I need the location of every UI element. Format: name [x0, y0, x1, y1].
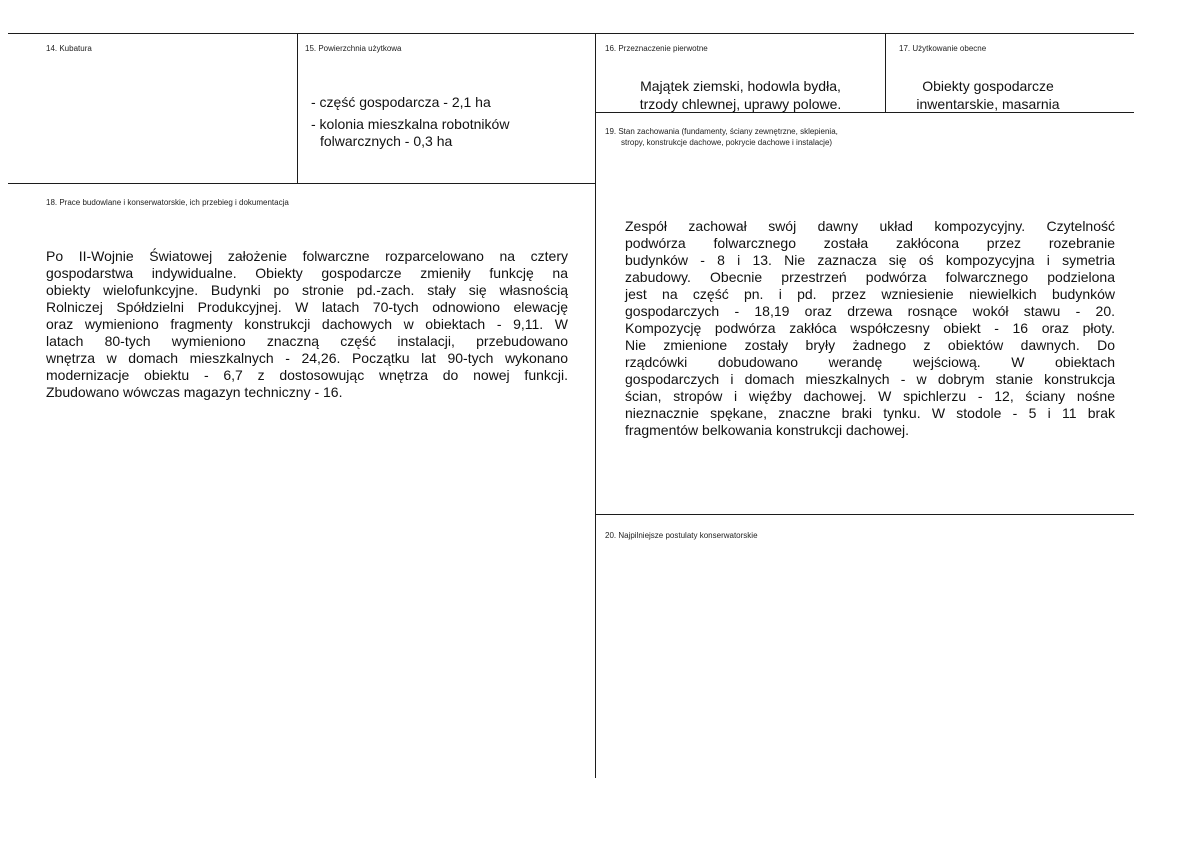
divider-16-17 — [885, 33, 886, 113]
field-19-text-line: Kompozycję podwórza zakłóca współczesny obiekt - 16 oraz płoty. — [625, 320, 1115, 336]
field-16-line-2: trzody chlewnej, uprawy polowe. — [639, 96, 842, 112]
field-19-text-line: budynków - 8 i 13. Nie zaznacza się oś kompozycyjna i symetria — [625, 252, 1115, 268]
field-18-text-line: oraz wymieniono fragmenty konstrukcji dachowych w obiektach - 9,11. W — [46, 316, 568, 332]
divider-14-15 — [297, 33, 298, 183]
field-18-text-line: Po II-Wojnie Światowej założenie folwarczne rozparcelowano na cztery — [46, 248, 568, 264]
field-19-text-line: fragmentów belkowania konstrukcji dachowej. — [625, 422, 910, 438]
field-18-text-line: obiekty wielofunkcyjne. Budynki po stronie pd.-zach. stały się własnością — [46, 282, 568, 298]
rule-under-16-17 — [596, 112, 1134, 113]
field-19-text-line: ścian, stropów i więźby dachowej. W spichlerzu - 12, ściany nośne — [625, 388, 1115, 404]
field-15-label: 15. Powierzchnia użytkowa — [305, 44, 402, 53]
field-19-text-line: Nie zmienione zostały bryły żadnego z obiektów dawnych. Do — [625, 337, 1115, 353]
field-17-line-2: inwentarskie, masarnia — [916, 96, 1060, 112]
rule-left-section-18 — [8, 183, 596, 184]
field-18-text-line: Rolniczej Spółdzielni Produkcyjnej. W latach 70-tych odnowiono elewację — [46, 299, 568, 315]
field-19-text-line: nieznacznie spękane, znaczne braki tynku. W stodole - 5 i 11 brak — [625, 405, 1115, 421]
field-19-text — [625, 218, 1115, 439]
rule-above-20 — [596, 514, 1134, 515]
field-19-text-line: rządcówki dobudowano werandę wejściową. W obiektach — [625, 354, 1115, 370]
field-19-text-line: zabudowy. Obecnie przestrzeń podwórza folwarcznego podzielona — [625, 269, 1115, 285]
field-18-text-line: modernizacje obiektu - 6,7 z dostosowując wnętrza do nowej funkcji. — [46, 367, 568, 383]
field-15-item-2-line-2: folwarcznych - 0,3 ha — [320, 133, 453, 149]
field-14-label: 14. Kubatura — [46, 44, 92, 53]
field-20-label: 20. Najpilniejsze postulaty konserwatorskie — [605, 531, 758, 540]
field-15-item-1: - część gospodarcza - 2,1 ha — [311, 94, 491, 110]
field-16-label: 16. Przeznaczenie pierwotne — [605, 44, 708, 53]
field-18-text-line: latach 80-tych wymieniono znaczną część instalacji, przebudowano — [46, 333, 568, 349]
top-rule — [8, 33, 1134, 34]
center-divider — [595, 33, 596, 778]
field-18-text-line: wnętrza w domach mieszkalnych - 24,26. Początku lat 90-tych wykonano — [46, 350, 568, 366]
field-19-text-line: gospodarczych - 18,19 oraz drzewa rosnące wokół stawu - 20. — [625, 303, 1115, 319]
field-16-line-1: Majątek ziemski, hodowla bydła, — [640, 78, 841, 94]
field-19-text-line: Zespół zachował swój dawny układ kompozycyjny. Czytelność — [625, 218, 1115, 234]
field-19-text-line: jest na część pn. i pd. przez wzniesienie niewielkich budynków — [625, 286, 1115, 302]
field-19-text-line: podwórza folwarcznego została zakłócona przez rozebranie — [625, 235, 1115, 251]
field-18-text — [46, 248, 568, 401]
field-17-label: 17. Użytkowanie obecne — [899, 44, 987, 53]
field-18-label: 18. Prace budowlane i konserwatorskie, ich przebieg i dokumentacja — [46, 198, 289, 207]
field-19-label-line-2: stropy, konstrukcje dachowe, pokrycie dachowe i instalacje) — [621, 138, 833, 147]
field-18-text-line: gospodarstwa indywidualne. Obiekty gospodarcze zmieniły funkcję na — [46, 265, 568, 281]
field-19-label-line-1: 19. Stan zachowania (fundamenty, ściany zewnętrzne, sklepienia, — [605, 127, 838, 136]
field-19-text-line: gospodarczych i domach mieszkalnych - w dobrym stanie konstrukcja — [625, 371, 1115, 387]
field-18-text-line: Zbudowano wówczas magazyn techniczny - 16. — [46, 384, 343, 400]
field-15-item-2-line-1: - kolonia mieszkalna robotników — [311, 116, 510, 132]
field-17-line-1: Obiekty gospodarcze — [922, 78, 1054, 94]
